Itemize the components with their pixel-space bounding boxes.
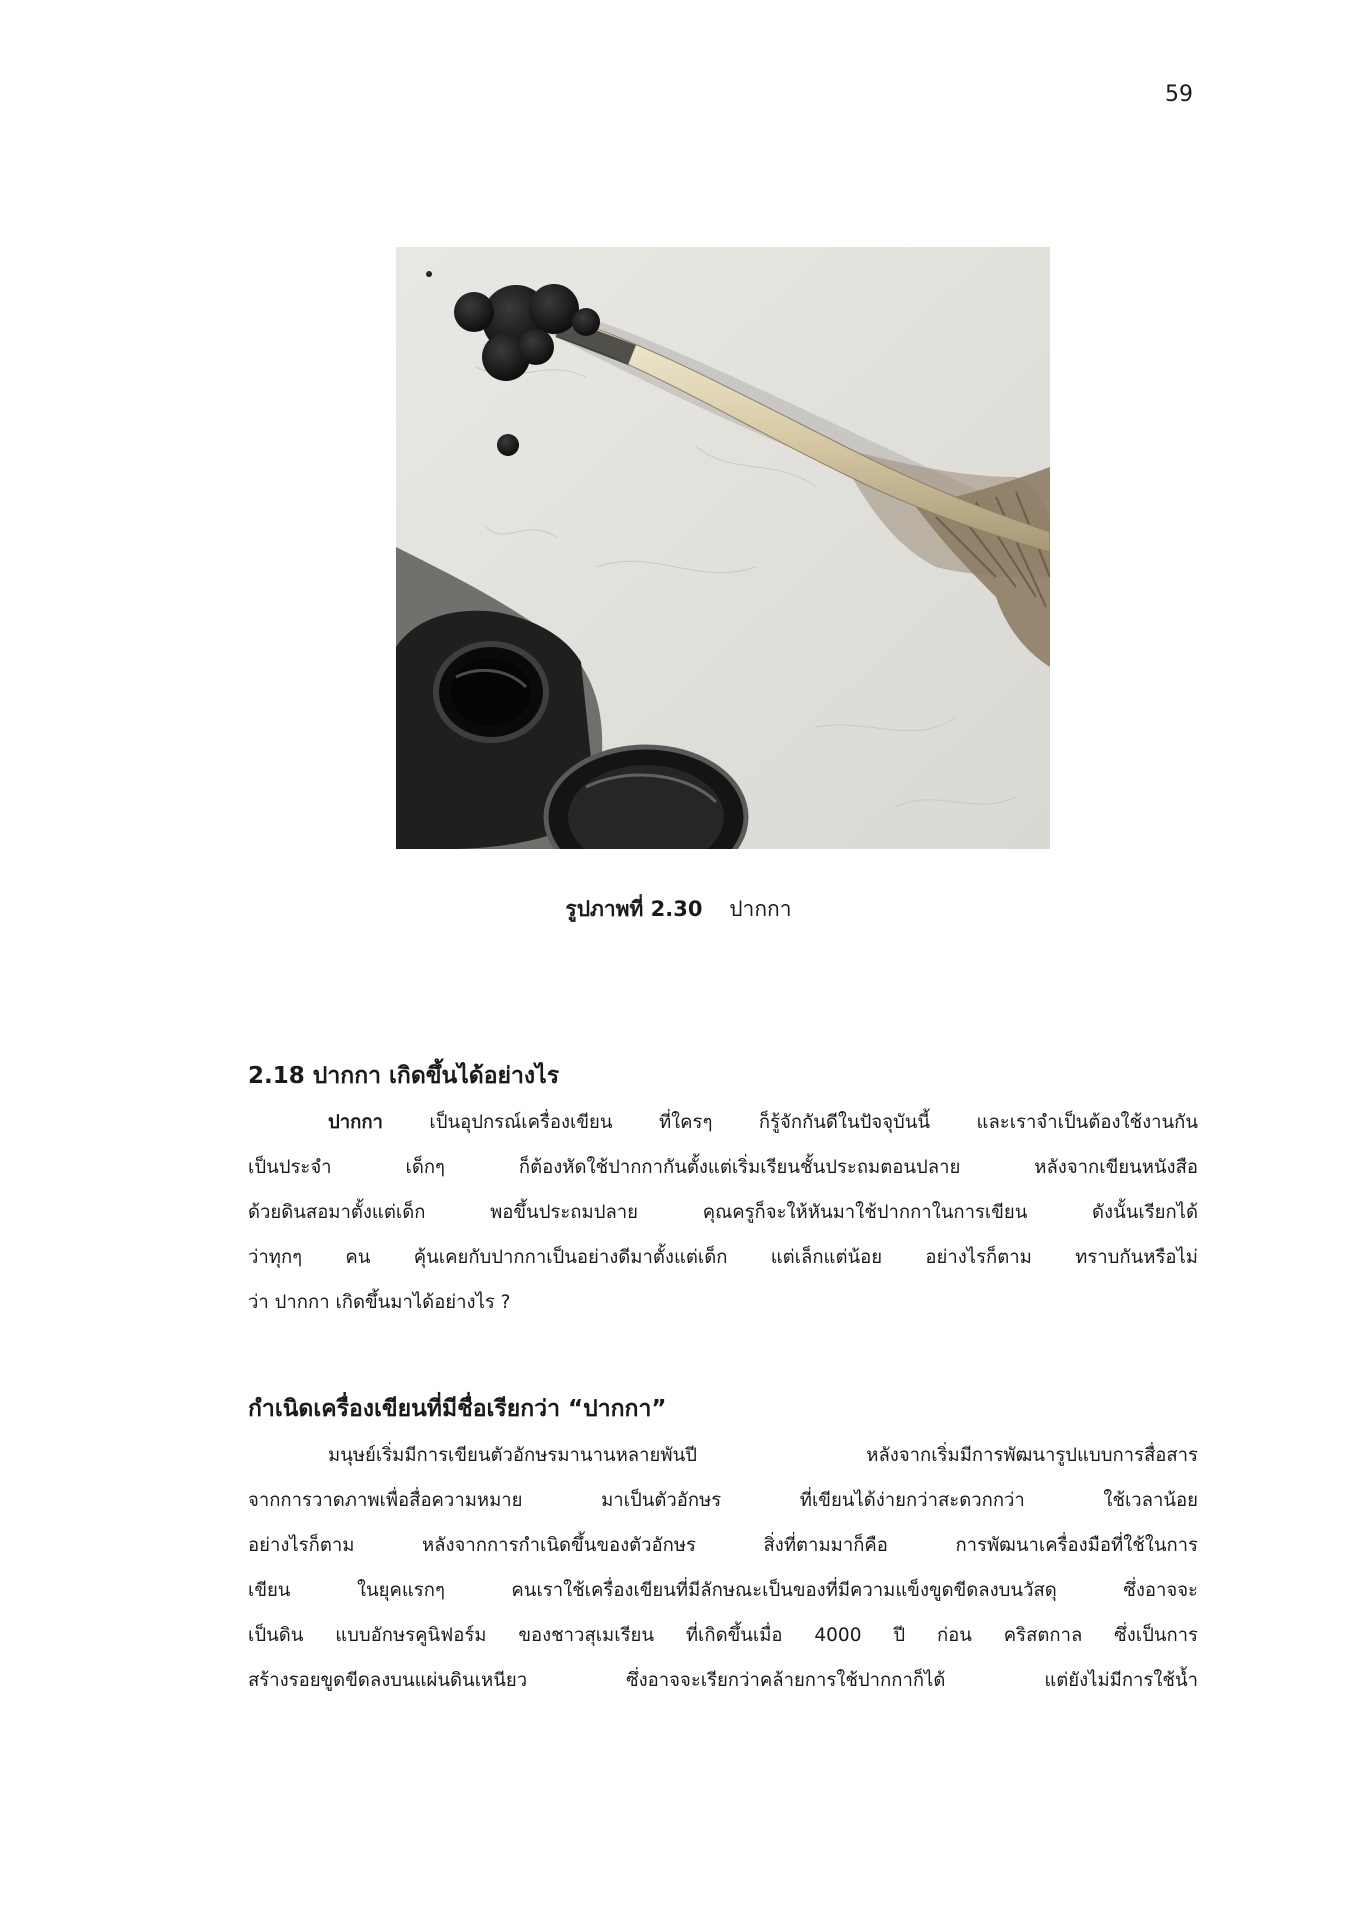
section1-line-1 — [248, 1100, 1198, 1145]
figure-caption — [0, 893, 1357, 926]
section1-line-4: ว่าทุกๆ คน คุ้นเคยกับปากกาเป็นอย่างดีมาตั้งแต่เด็ก แต่เล็กแต่น้อย อย่างไรก็ตาม ทราบกันหรือไม่ — [248, 1247, 1198, 1268]
section1-paragraph — [248, 1100, 1198, 1325]
section1-lead-term: ปากกา — [328, 1112, 383, 1133]
section2-line-5: เป็นดิน แบบอักษรคูนิฟอร์ม ของชาวสุเมเรียน ที่เกิดขึ้นเมื่อ 4000 ปี ก่อน คริสตกาล ซึ่งเป็นการ — [248, 1625, 1198, 1646]
quill-pen-and-ink-bottle-photo — [396, 247, 1050, 849]
section2-paragraph — [248, 1433, 1198, 1703]
section-heading-writing-tool-origin: กำเนิดเครื่องเขียนที่มีชื่อเรียกว่า “ปากกา” — [248, 1396, 667, 1422]
section2-line-4: เขียน ในยุคแรกๆ คนเราใช้เครื่องเขียนที่มีลักษณะเป็นของที่มีความแข็งขูดขีดลงบนวัสดุ ซึ่งอาจจะ — [248, 1580, 1198, 1601]
section-heading-pen-origin: 2.18 ปากกา เกิดขึ้นได้อย่างไร — [248, 1063, 560, 1089]
figure-caption-spacer — [709, 897, 722, 921]
section2-line-6: สร้างรอยขูดขีดลงบนแผ่นดินเหนียว ซึ่งอาจจะเรียกว่าคล้ายการใช้ปากกาก็ได้ แต่ยังไม่มีการใช้น้ำ — [248, 1670, 1198, 1691]
section1-line-5: ว่า ปากกา เกิดขึ้นมาได้อย่างไร ? — [248, 1292, 511, 1313]
section2-line-1: มนุษย์เริ่มมีการเขียนตัวอักษรมานานหลายพันปี หลังจากเริ่มมีการพัฒนารูปแบบการสื่อสาร — [328, 1445, 1198, 1466]
section1-line-3: ด้วยดินสอมาตั้งแต่เด็ก พอขึ้นประถมปลาย คุณครูก็จะให้หันมาใช้ปากกาในการเขียน ดังนั้นเรียกได้ — [248, 1202, 1198, 1223]
figure-caption-text: ปากกา — [729, 897, 792, 921]
figure-quill-ink-photo — [396, 247, 1050, 849]
figure-caption-label: รูปภาพที่ 2.30 — [565, 897, 703, 921]
page-number: 59 — [1165, 82, 1193, 107]
section1-line-2: เป็นประจำ เด็กๆ ก็ต้องหัดใช้ปากกากันตั้งแต่เริ่มเรียนชั้นประถมตอนปลาย หลังจากเขียนหนังสือ — [248, 1157, 1198, 1178]
section2-line-2: จากการวาดภาพเพื่อสื่อความหมาย มาเป็นตัวอักษร ที่เขียนได้ง่ายกว่าสะดวกกว่า ใช้เวลาน้อย — [248, 1490, 1198, 1511]
section2-line-3: อย่างไรก็ตาม หลังจากการกำเนิดขึ้นของตัวอักษร สิ่งที่ตามมาก็คือ การพัฒนาเครื่องมือที่ใช้ในการ — [248, 1535, 1198, 1556]
section1-line-1-rest: เป็นอุปกรณ์เครื่องเขียน ที่ใครๆ ก็รู้จักกันดีในปัจจุบันนี้ และเราจำเป็นต้องใช้งานกัน — [382, 1112, 1198, 1133]
